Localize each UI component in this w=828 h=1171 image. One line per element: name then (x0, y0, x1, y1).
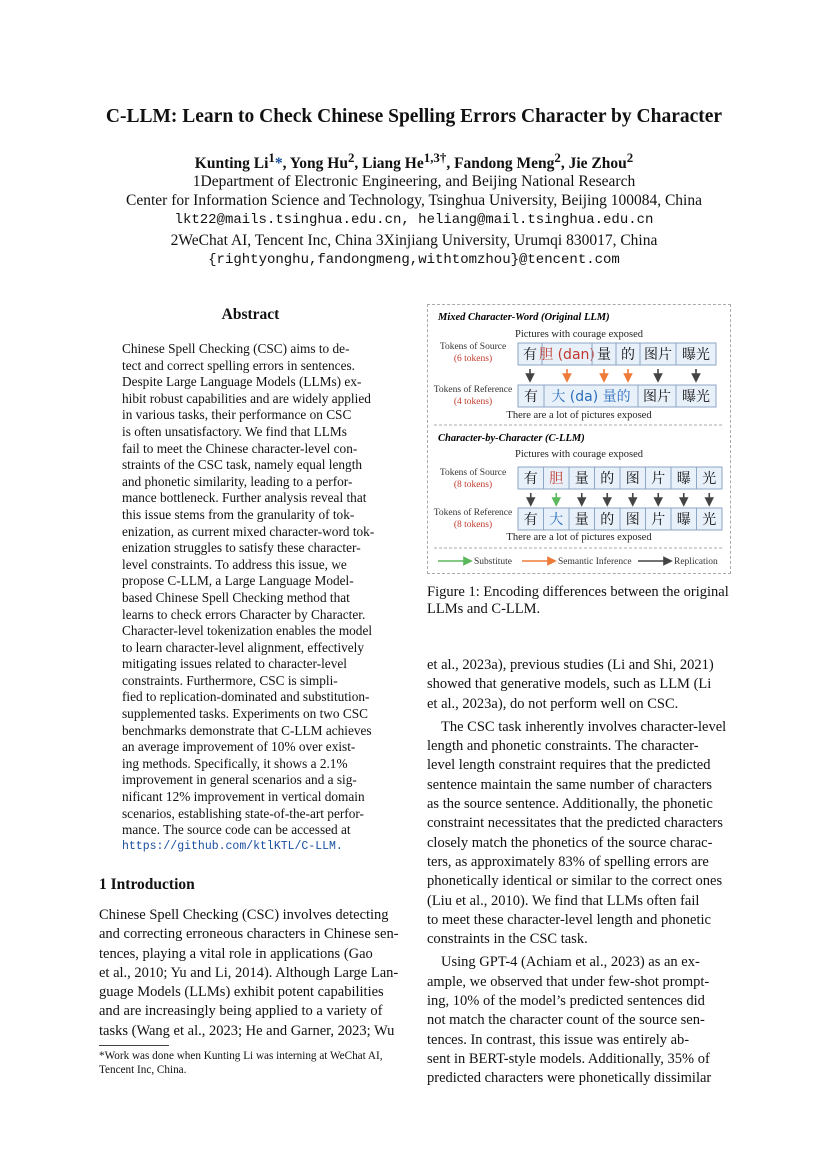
panel1-source-token: 胆 (dan) (539, 347, 595, 363)
text-line: sent in BERT-style models. Additionally, 35% of (427, 1050, 710, 1067)
text-line: mance bottleneck. Further analysis reveal that (122, 490, 367, 506)
panel1-source-token: 曝光 (682, 347, 710, 363)
panel1-ref-label: Tokens of Reference (433, 385, 513, 395)
author-list: Kunting Li$^1$*, Yong Hu$^2$, Liang $He^{1,3\dagger}$, Fandong Meng$^2$, Jie Zhou$^2$ (194, 150, 634, 173)
panel2-source-token: 曝 (676, 471, 691, 487)
text-line: hibit robust capabilities and are widely applied (122, 390, 371, 406)
text-line: and correcting erroneous characters in Chinese sen- (99, 926, 399, 943)
text-line: straints of the CSC task, namely equal length (122, 457, 363, 473)
text-line: tect and correct spelling errors in sentences. (122, 357, 355, 373)
panel2-ref-token: 光 (702, 512, 717, 528)
text-line: an average improvement of 10% over exist- (122, 739, 356, 755)
panel1-source-token: 有 (523, 347, 537, 363)
text-line: mance. The source code can be accessed at (122, 822, 351, 838)
paper-title: C-LLM: Learn to Check Chinese Spelling Errors Character by Character (105, 106, 723, 127)
panel2-source-count: (8 tokens) (453, 480, 493, 490)
footnote-rule (99, 1045, 169, 1046)
text-line: ters, as approximately 83% of spelling errors are (427, 853, 709, 870)
text-line: fied to replication-dominated and substitution- (122, 689, 370, 705)
panel2-source-token: 有 (523, 471, 538, 487)
text-line: et al., 2023a), do not perform well on CSC. (427, 695, 679, 712)
panel2-ref-token: 量 (574, 512, 589, 528)
panel2-ref-token: 大 (549, 512, 564, 528)
text-line: as the source sentence. Additionally, the phonetic (427, 796, 713, 813)
text-line: benchmarks demonstrate that C-LLM achieves (122, 722, 372, 738)
panel2-ref-label: Tokens of Reference (433, 508, 513, 518)
text-line: tences. In contrast, this issue was entirely ab- (427, 1031, 690, 1048)
text-line: closely match the phonetics of the source charac- (427, 834, 713, 851)
panel2-source-token: 量 (574, 471, 589, 487)
text-line: phonetically identical or similar to the correct ones (427, 873, 723, 890)
text-line: constraints. Furthermore, CSC is simpli- (122, 672, 338, 688)
text-line: The CSC task inherently involves character-level (441, 718, 727, 735)
figure-1-diagram (428, 305, 730, 573)
text-line: Chinese Spell Checking (CSC) involves detecting (99, 907, 389, 923)
text-line: is often unsatisfactory. We find that LLMs (122, 423, 347, 439)
panel1-ref-token: 曝光 (682, 389, 710, 405)
text-line: Despite Large Language Models (LLMs) ex- (122, 374, 362, 390)
section-heading-introduction: 1 Introduction (99, 876, 195, 893)
text-line: and are increasingly being applied to a variety of (99, 1003, 383, 1020)
panel1-ref-count: (4 tokens) (453, 397, 493, 407)
footnote: *Work was done when Kunting Li was interning at WeChat AI, Tencent Inc, China. (99, 1050, 383, 1076)
text-line: ing methods. Specifically, it shows a 2.1% (122, 755, 348, 771)
panel2-source-sentence: Pictures with courage exposed (514, 449, 644, 460)
intro-right-column (427, 656, 730, 1089)
text-line: predicted characters were phonetically dissimilar (427, 1070, 712, 1087)
text-line: Chinese Spell Checking (CSC) aims to de- (122, 341, 350, 356)
text-line: (Liu et al., 2010). We find that LLMs often fail (427, 892, 700, 909)
affiliation-3: 2WeChat AI, Tencent Inc, China 3Xinjiang University, Urumqi 830017, China (170, 232, 658, 249)
text-line: in various tasks, their performance on CSC (122, 407, 352, 423)
affiliation-2: Center for Information Science and Technology, Tsinghua University, Beijing 100084, China (126, 192, 702, 209)
panel1-source-token: 图片 (644, 347, 672, 363)
text-line: length and phonetic constraints. The character- (427, 738, 699, 755)
text-line: not match the character count of the source sen- (427, 1012, 705, 1029)
text-line: enization struggles to satisfy these character- (122, 540, 361, 556)
panel1-ref-sentence: There are a lot of pictures exposed (506, 410, 652, 421)
panel2-source-token: 图 (625, 471, 640, 487)
text-line: supplemented tasks. Experiments on two CSC (122, 706, 368, 722)
text-line: this issue stems from the granularity of tok- (122, 506, 355, 522)
text-line: ample, we observed that under few-shot prompt- (427, 973, 710, 990)
text-line: nificant 12% improvement in vertical domain (122, 789, 365, 805)
panel2-source-token: 片 (651, 471, 666, 487)
panel1-ref-token: 大 (da) 量的 (551, 389, 631, 405)
panel1-source-token: 量 (597, 347, 611, 363)
text-line: level length constraint requires that the predicted (427, 757, 711, 774)
text-line: fail to meet the Chinese character-level con- (122, 440, 358, 456)
panel2-title: Character-by-Character (C-LLM) (438, 433, 585, 444)
text-line: tences, playing a vital role in applications (Gao (99, 945, 373, 962)
abstract-heading: Abstract (221, 306, 280, 323)
panel1-source-token: 的 (621, 347, 635, 363)
text-line: improvement in general scenarios and a sig- (122, 772, 357, 788)
text-line: to learn character-level alignment, effectively (122, 639, 365, 655)
text-line: Character-level tokenization enables the model (122, 623, 373, 639)
text-line: propose C-LLM, a Large Language Model- (122, 573, 354, 589)
text-line: and phonetic similarity, leading to a perfor- (122, 473, 353, 489)
panel1-source-sentence: Pictures with courage exposed (514, 329, 644, 340)
text-line: sentence maintain the same number of characters (427, 776, 713, 793)
text-line: et al., 2010; Yu and Li, 2014). Although Large Lan- (99, 964, 399, 981)
intro-left-column (99, 906, 402, 1041)
legend-label: Semantic Inference (558, 557, 632, 567)
text-line: et al., 2023a), previous studies (Li and Shi, 2021) (427, 657, 714, 673)
panel2-ref-token: 片 (651, 512, 666, 528)
panel2-ref-sentence: There are a lot of pictures exposed (506, 532, 652, 543)
source-code-link[interactable]: https://github.com/ktlKTL/C-LLM. (122, 839, 343, 853)
panel1-source-count: (6 tokens) (453, 354, 493, 364)
text-line: scenarios, establishing state-of-the-art perfor- (122, 805, 364, 821)
text-line: enization, as current mixed character-word tok- (122, 523, 375, 539)
text-line: constraints in the CSC task. (427, 931, 588, 948)
panel1-ref-token: 有 (524, 389, 538, 405)
emails-1: lkt22@mails.tsinghua.edu.cn, heliang@mail.tsinghua.edu.cn (174, 212, 654, 228)
legend-label: Replication (674, 557, 718, 567)
panel2-source-token: 胆 (549, 471, 564, 487)
panel2-source-token: 光 (702, 471, 717, 487)
figure-1-caption: Figure 1: Encoding differences between the original LLMs and C-LLM. (427, 584, 729, 617)
text-line: based Chinese Spell Checking method that (122, 589, 350, 605)
text-line: to meet these character-level length and phonetic (427, 911, 711, 928)
panel1-title: Mixed Character-Word (Original LLM) (438, 312, 610, 323)
text-line: Using GPT-4 (Achiam et al., 2023) as an ex- (441, 954, 700, 971)
text-line: guage Models (LLMs) exhibit potent capabilities (99, 984, 384, 1001)
text-line: showed that generative models, such as LLM (Li (427, 676, 712, 693)
panel2-ref-token: 有 (523, 512, 538, 528)
abstract-body (122, 341, 380, 855)
figure-1 (427, 304, 731, 574)
text-line: learns to check errors Character by Character. (122, 606, 366, 622)
panel2-source-label: Tokens of Source (439, 468, 507, 478)
text-line: ing, 10% of the model’s predicted sentences did (427, 993, 705, 1010)
panel2-ref-token: 曝 (676, 512, 691, 528)
panel1-ref-token: 图片 (643, 389, 671, 405)
text-line: constraint necessitates that the predicted characters (427, 815, 723, 832)
text-line: level constraints. To address this issue, we (122, 556, 347, 572)
panel1-source-label: Tokens of Source (439, 342, 507, 352)
panel2-ref-token: 的 (600, 512, 615, 528)
text-line: tasks (Wang et al., 2023; He and Garner, 2023; Wu (99, 1022, 395, 1039)
panel2-ref-token: 图 (625, 512, 640, 528)
affiliation-1: 1Department of Electronic Engineering, and Beijing National Research (192, 173, 636, 190)
legend-label: Substitute (474, 557, 513, 567)
panel2-source-token: 的 (600, 471, 615, 487)
text-line: mitigating issues related to character-level (122, 656, 347, 672)
emails-2: {rightyonghu,fandongmeng,withtomzhou}@tencent.com (208, 252, 620, 268)
panel2-ref-count: (8 tokens) (453, 520, 493, 530)
